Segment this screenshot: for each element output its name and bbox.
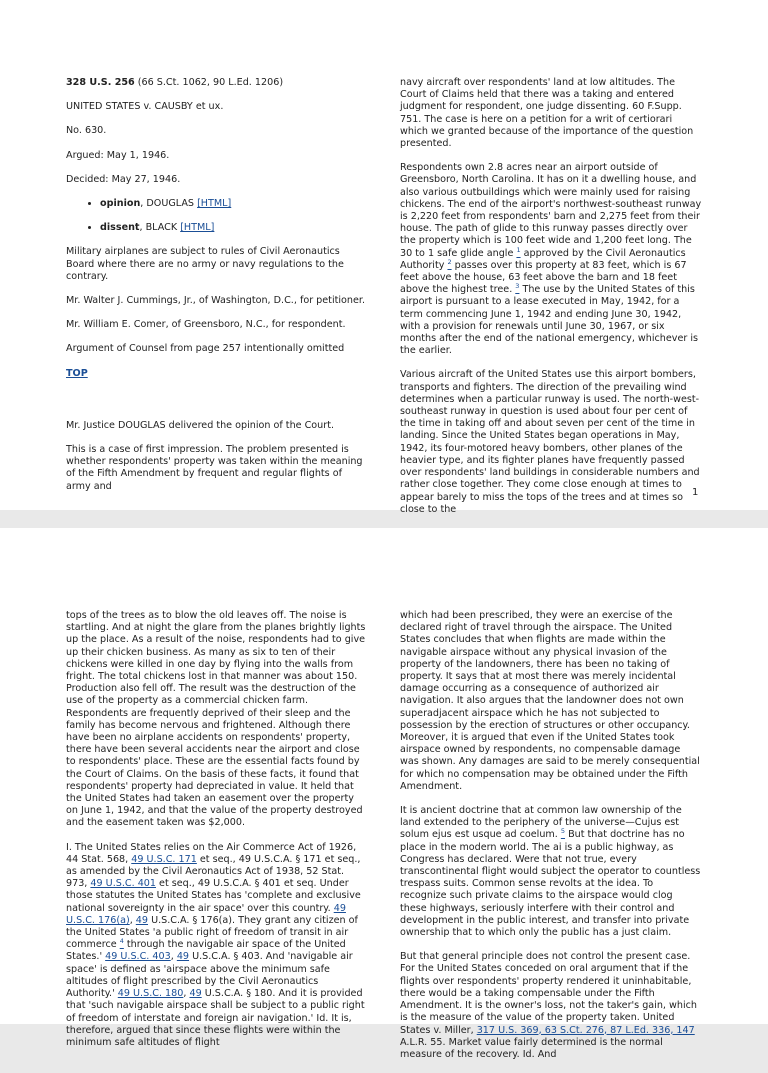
top-link-wrap [66, 368, 366, 380]
intro-paragraph: This is a case of first impression. The problem presented is whether respondents' property was taken within the meaning of the Fifth Amendment by frequent and regular flights of army and [66, 444, 363, 492]
statute-link[interactable]: 49 U.S.C. 176(a) [66, 902, 346, 926]
opinion-list [66, 198, 366, 234]
page-2-left-column [66, 610, 368, 1061]
text: , [170, 951, 177, 963]
footnote-2: 2 [447, 257, 452, 266]
dissent-item [100, 222, 366, 234]
case-citation-link[interactable]: 317 U.S. 369, 63 S.Ct. 276, 87 L.Ed. 336, 147 [476, 1024, 695, 1036]
dissent-html-link[interactable]: [HTML] [180, 222, 215, 234]
paragraph: tops of the trees as to blow the old leaves off. The noise is startling. And at night the glare from the planes brightly lights up the place. As a result of the noise, respondents had to give up their chicken business. As many as six to ten of their chickens were killed in one day by flying into the walls from fright. The total chickens lost in that manner was about 150. Production also fell off. The result was the destruction of the use of the property as a commercial chicken farm. Respondents are frequently deprived of their sleep and the family has become nervous and frightened. Although there have been no airplane accidents on respondents' property, there have been several accidents near the airport and close to respondents' place. These are the essential facts found by the Court of Claims. On the basis of these facts, it found that respondents' property had depreciated in value. It held that the United States had taken an easement over the property on June 1, 1942, and that the value of the property destroyed and the easement taken was $2,000. [66, 610, 366, 829]
counsel-respondent: Mr. William E. Comer, of Greensboro, N.C., for respondent. [66, 319, 346, 331]
text: The use by the United States of this airport is pursuant to a lease executed in May, 1942, for a term commencing June 1, 1942 and ending June 30, 1942, with a provision for renewals until June 30, 1967, or six months after the end of the national emergency, whichever is the earlier. [400, 284, 699, 357]
text: , [129, 914, 136, 926]
opinion-item [100, 198, 366, 210]
text: et seq., 49 U.S.C.A. § 401 et seq. Under those statutes the United States has 'complete and exclusive national sovereignty in the air space' over this country. [66, 878, 361, 914]
opinion-type: opinion [100, 198, 141, 210]
page-1 [0, 0, 768, 515]
page-number: 1 [692, 487, 699, 498]
text: et seq., 49 U.S.C.A. § 171 et seq., as amended by the Civil Aeronautics Act of 1938, 52 Stat. 973, [66, 853, 361, 890]
citation [66, 77, 366, 89]
text: through the navigable air space of the United States.' [66, 939, 346, 963]
statute-link[interactable]: 49 U.S.C. 171 [131, 853, 197, 865]
text: approved by the Civil Aeronautics Authority [400, 247, 686, 271]
argued-date: Argued: May 1, 1946. [66, 149, 170, 161]
text: passes over this property at 83 feet, which is 67 feet above the house, 63 feet above the barn and 18 feet above the highest tree. [400, 259, 687, 296]
statute-link[interactable]: 49 U.S.C. 403 [105, 951, 171, 963]
docket-number: No. 630. [66, 125, 107, 137]
paragraph [400, 805, 702, 939]
footnote-4: 4 [119, 937, 124, 946]
text: , [183, 988, 190, 1000]
statute-link[interactable]: 49 U.S.C. 180 [117, 988, 184, 1000]
spacer [66, 392, 366, 420]
citation-rest: (66 S.Ct. 1062, 90 L.Ed. 1206) [134, 77, 284, 88]
text: U.S.C.A. § 180. And it is provided that 'such navigable airspace shall be subject to a public right of freedom of interstate and foreign air navigation.' Id. It is, therefore, argued that since these flights were within the minimum safe altitudes of flight [66, 988, 365, 1048]
paragraph [400, 951, 702, 1061]
statute-link[interactable]: 49 [135, 914, 149, 926]
statute-link[interactable]: 49 [189, 988, 202, 1000]
paragraph: Various aircraft of the United States use this airport bombers, transports and fighters. The direction of the prevailing wind determines when a particular runway is used. The north-west-southeast runway in question is used about four per cent of the time in taking off and about seven per cent of the time in landing. Since the United States began operations in May, 1942, its four-motored heavy bombers, other planes of the heavier type, and its fighter planes have frequently passed over respondents' land buildings in considerable numbers and rather close together. They come close enough at times to appear barely to miss the tops of the trees and at times so close to the [400, 369, 700, 515]
text: A.L.R. 55. Market value fairly determined is the normal measure of the recovery. Id. And [400, 1036, 663, 1060]
dissent-author: , BLACK [139, 222, 181, 234]
counsel-petitioner: Mr. Walter J. Cummings, Jr., of Washington, D.C., for petitioner. [66, 295, 365, 307]
text: U.S.C.A. § 176(a). They grant any citizen of the United States 'a public right of freedom of transit in air commerce [66, 914, 358, 951]
opinion-html-link[interactable]: [HTML] [197, 198, 232, 210]
paragraph [400, 162, 702, 357]
citation-bold: 328 U.S. 256 [66, 77, 135, 88]
text: It is ancient doctrine that at common law ownership of the land extended to the periphery of the universe—Cujus est solum ejus est usque ad coelum. [400, 805, 682, 841]
page-1-right-column [400, 77, 702, 528]
page-2-right-column [400, 610, 702, 1073]
text: Respondents own 2.8 acres near an airport outside of Greensboro, North Carolina. It has on it a dwelling house, and also various outbuildings which were mainly used for raising chickens. The end of the airport's northwest-southeast runway is 2,220 feet from respondents' barn and 2,275 feet from their house. The path of glide to this runway passes directly over the property which is 100 feet wide and 1,200 feet long. The 30 to 1 safe glide angle [400, 162, 702, 259]
footnote-1: 1 [516, 245, 521, 254]
statute-link[interactable]: 49 U.S.C. 401 [90, 878, 156, 890]
paragraph [66, 842, 368, 1049]
opinion-author: , DOUGLAS [140, 198, 198, 210]
syllabus: Military airplanes are subject to rules of Civil Aeronautics Board where there are no army or navy regulations to the contrary. [66, 246, 344, 282]
page-1-left-column [66, 77, 366, 505]
text: But that doctrine has no place in the modern world. The ai is a public highway, as Congress has declared. Were that not true, every transcontinental flight would subject the operator to countless trespass suits. Common sense revolts at the idea. To recognize such private claims to the airspace would clog these highways, seriously interfere with their control and development in the public interest, and transfer into private ownership that to which only the public has a just claim. [400, 829, 701, 939]
delivered-line: Mr. Justice DOUGLAS delivered the opinion of the Court. [66, 419, 335, 431]
argument-note: Argument of Counsel from page 257 intentionally omitted [66, 343, 345, 355]
footnote-5: 5 [560, 827, 566, 836]
text: I. The United States relies on the Air Commerce Act of 1926, 44 Stat. 568, [66, 841, 357, 865]
decided-date: Decided: May 27, 1946. [66, 173, 181, 185]
paragraph: navy aircraft over respondents' land at low altitudes. The Court of Claims held that there was a taking and entered judgment for respondent, one judge dissenting. 60 F.Supp. 751. The case is here on a petition for a writ of certiorari which we granted because of the importance of the question presented. [400, 77, 694, 150]
footnote-3: 3 [515, 282, 520, 291]
text: But that general principle does not control the present case. For the United States conceded on oral argument that if the flights over respondents' property rendered it uninhabitable, there would be a taking compensable under the Fifth Amendment. It is the owner's loss, not the taker's gain, which is the measure of the value of the property taken. United States v. Miller, [400, 951, 697, 1036]
statute-link[interactable]: 49 [176, 951, 190, 963]
case-title: UNITED STATES v. CAUSBY et ux. [66, 101, 224, 113]
top-link[interactable]: TOP [66, 367, 88, 379]
dissent-type: dissent [100, 222, 140, 234]
page-2 [0, 528, 768, 1060]
text: U.S.C.A. § 403. And 'navigable air space' is defined as 'airspace above the minimum safe altitudes of flight prescribed by the Civil Aeronautics Authority.' [66, 951, 353, 1000]
paragraph: which had been prescribed, they were an exercise of the declared right of travel through the airspace. The United States concludes that when flights are made within the navigable airspace without any physical invasion of the property of the landowners, there has been no taking of property. It says that at most there was merely incidental damage occurring as a consequence of authorized air navigation. It also argues that the landowner does not own superadjacent airspace which he has not subjected to possession by the erection of structures or other occupancy. Moreover, it is argued that even if the United States took airspace owned by respondents, no compensable damage was shown. Any damages are said to be merely consequential for which no compensation may be obtained under the Fifth Amendment. [400, 610, 700, 792]
